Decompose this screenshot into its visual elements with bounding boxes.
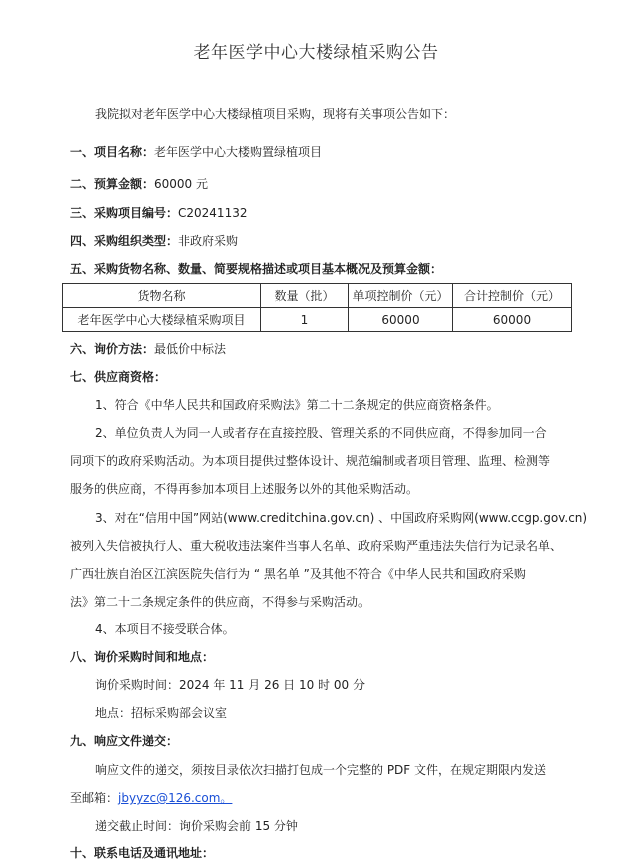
table-cell: 60000	[453, 308, 572, 332]
qualification-item-4: 4、本项目不接受联合体。	[95, 622, 235, 636]
budget-label: 二、预算金额：	[70, 177, 155, 191]
qualification-item-3	[70, 510, 588, 622]
table-header-row	[63, 284, 572, 308]
table-row	[63, 308, 572, 332]
email-prefix: 至邮箱：	[70, 791, 119, 805]
submission-heading: 九、响应文件递交：	[70, 734, 179, 748]
paragraph-line: 被列入失信被执行人、重大税收违法案件当事人名单、政府采购严重违法失信行为记录名单、	[70, 539, 563, 553]
project-name-value: 老年医学中心大楼购置绿植项目	[154, 145, 323, 159]
project-name-line	[70, 144, 322, 160]
project-no-label: 三、采购项目编号：	[70, 206, 179, 220]
submission-email-line	[70, 790, 232, 806]
method-label: 六、询价方法：	[70, 342, 155, 356]
paragraph-line: 服务的供应商，不得再参加本项目上述服务以外的其他采购活动。	[70, 482, 419, 496]
project-name-label: 一、项目名称：	[70, 145, 155, 159]
paragraph-line: 同项下的政府采购活动。为本项目提供过整体设计、规范编制或者项目管理、监理、检测等	[70, 454, 551, 468]
page-title: 老年医学中心大楼绿植采购公告	[193, 43, 439, 63]
org-type-line	[70, 233, 238, 249]
table-cell: 1	[261, 308, 349, 332]
org-type-label: 四、采购组织类型：	[70, 234, 179, 248]
paragraph-line: 2、单位负责人为同一人或者存在直接控股、管理关系的不同供应商，不得参加同一合	[95, 426, 547, 440]
table-header-cell: 数量（批）	[261, 284, 349, 308]
table-cell: 老年医学中心大楼绿植采购项目	[63, 308, 261, 332]
deadline-line: 递交截止时间：询价采购会前 15 分钟	[95, 819, 298, 833]
intro-text: 我院拟对老年医学中心大楼绿植项目采购，现将有关事项公告如下：	[95, 107, 456, 121]
contact-heading: 十、联系电话及通讯地址：	[70, 846, 215, 860]
table-header-cell: 合计控制价（元）	[453, 284, 572, 308]
paragraph-line: 3、对在“信用中国”网站(www.creditchina.gov.cn) 、中国政府采购网(www.ccgp.gov.cn)	[95, 511, 588, 525]
qualification-item-2	[70, 425, 570, 509]
table-header-cell: 货物名称	[63, 284, 261, 308]
qualification-item-1: 1、符合《中华人民共和国政府采购法》第二十二条规定的供应商资格条件。	[95, 398, 499, 412]
budget-line	[70, 176, 208, 192]
project-no-value: C20241132	[178, 206, 248, 220]
time-place-heading: 八、询价采购时间和地点：	[70, 650, 215, 664]
table-cell: 60000	[349, 308, 453, 332]
table-header-cell: 单项控制价（元）	[349, 284, 453, 308]
paragraph-line: 法》第二十二条规定条件的供应商，不得参与采购活动。	[70, 595, 371, 609]
org-type-value: 非政府采购	[178, 234, 239, 248]
method-line	[70, 341, 226, 357]
qualification-heading: 七、供应商资格：	[70, 370, 167, 384]
project-no-line	[70, 205, 247, 221]
procurement-time: 询价采购时间：2024 年 11 月 26 日 10 时 00 分	[95, 678, 365, 692]
goods-heading: 五、采购货物名称、数量、简要规格描述或项目基本概况及预算金额：	[70, 262, 443, 276]
email-link[interactable]: jbyyzc@126.com。	[118, 791, 233, 805]
procurement-place: 地点：招标采购部会议室	[95, 706, 228, 720]
submission-text-line: 响应文件的递交，须按目录依次扫描打包成一个完整的 PDF 文件，在规定期限内发送	[95, 763, 547, 777]
budget-table	[62, 283, 572, 332]
paragraph-line: 广西壮族自治区江滨医院失信行为 “ 黑名单 ”及其他不符合《中华人民共和国政府采购	[70, 567, 526, 581]
budget-value: 60000 元	[154, 177, 209, 191]
method-value: 最低价中标法	[154, 342, 227, 356]
